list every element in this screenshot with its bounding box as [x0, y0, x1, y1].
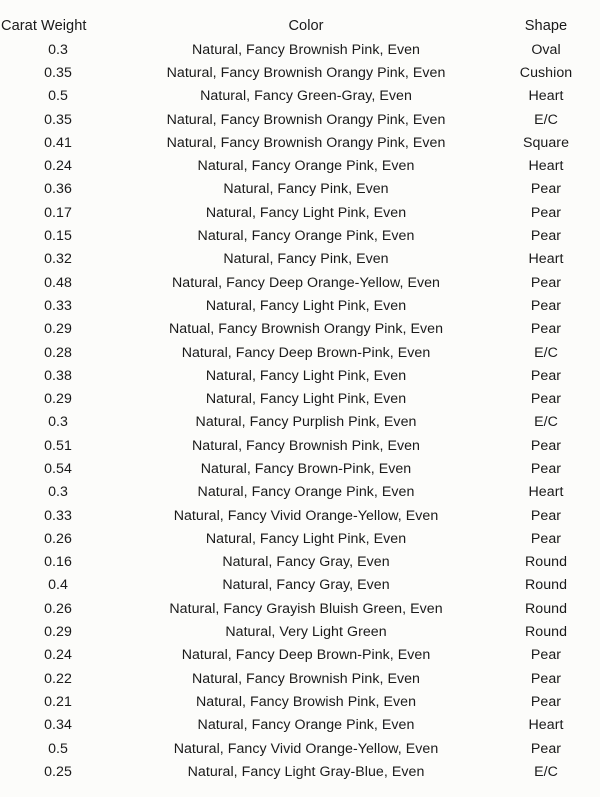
shape-cell: Cushion	[519, 64, 573, 81]
carat-weight-cell: 0.25	[44, 763, 72, 780]
color-cell: Natural, Fancy Orange Pink, Even	[197, 484, 415, 501]
carat-weight-cell: 0.35	[44, 111, 72, 128]
color-cell: Natural, Fancy Vivid Orange-Yellow, Even	[173, 740, 439, 757]
carat-weight-cell: 0.33	[44, 297, 72, 314]
table-row	[0, 224, 600, 247]
table-row	[0, 271, 600, 294]
table-row	[0, 527, 600, 550]
shape-cell: Heart	[528, 251, 564, 268]
color-cell: Natural, Fancy Deep Brown-Pink, Even	[181, 647, 431, 664]
diamond-table	[0, 14, 600, 784]
shape-cell: Heart	[528, 158, 564, 175]
shape-cell: Pear	[530, 530, 562, 547]
table-row	[0, 737, 600, 760]
shape-cell: Pear	[530, 204, 562, 221]
color-cell: Natural, Fancy Grayish Bluish Green, Even	[169, 600, 443, 617]
color-cell: Natural, Fancy Light Pink, Even	[205, 204, 407, 221]
shape-cell: E/C	[534, 344, 558, 361]
table-body	[0, 38, 600, 784]
carat-weight-cell: 0.5	[48, 88, 68, 105]
shape-cell: Oval	[531, 41, 561, 58]
shape-cell: Round	[524, 554, 568, 571]
shape-cell: Round	[524, 577, 568, 594]
color-cell: Natural, Fancy Pink, Even	[223, 181, 389, 198]
color-cell: Natural, Very Light Green	[225, 624, 387, 641]
carat-weight-cell: 0.38	[44, 367, 72, 384]
table-row	[0, 760, 600, 783]
table-row	[0, 85, 600, 108]
carat-weight-cell: 0.5	[48, 740, 68, 757]
table-row	[0, 108, 600, 131]
color-cell: Natural, Fancy Pink, Even	[223, 251, 389, 268]
color-cell: Natural, Fancy Deep Orange-Yellow, Even	[172, 274, 440, 291]
color-cell: Natural, Fancy Light Pink, Even	[205, 297, 407, 314]
color-cell: Natural, Fancy Light Pink, Even	[205, 391, 407, 408]
shape-cell: Square	[522, 134, 570, 151]
shape-cell: E/C	[534, 763, 558, 780]
shape-cell: Pear	[530, 297, 562, 314]
header-carat-weight: Carat Weight	[1, 18, 87, 34]
color-cell: Natural, Fancy Brownish Pink, Even	[191, 41, 420, 58]
color-cell: Natural, Fancy Brownish Orangy Pink, Even	[166, 64, 446, 81]
carat-weight-cell: 0.3	[48, 414, 68, 431]
shape-cell: Heart	[528, 484, 564, 501]
header-shape: Shape	[524, 18, 568, 34]
shape-cell: Pear	[530, 647, 562, 664]
table-row	[0, 154, 600, 177]
carat-weight-cell: 0.15	[44, 228, 72, 245]
carat-weight-cell: 0.22	[44, 670, 72, 687]
carat-weight-cell: 0.54	[44, 460, 72, 477]
color-cell: Natural, Fancy Gray, Even	[222, 554, 390, 571]
table-row	[0, 131, 600, 154]
carat-weight-cell: 0.36	[44, 181, 72, 198]
color-cell: Natural, Fancy Light Pink, Even	[205, 367, 407, 384]
table-row	[0, 457, 600, 480]
shape-cell: Pear	[530, 693, 562, 710]
color-cell: Natural, Fancy Brownish Pink, Even	[191, 437, 420, 454]
carat-weight-cell: 0.3	[48, 484, 68, 501]
table-row	[0, 248, 600, 271]
color-cell: Natural, Fancy Light Gray-Blue, Even	[187, 763, 425, 780]
table-row	[0, 201, 600, 224]
color-cell: Natural, Fancy Orange Pink, Even	[197, 228, 415, 245]
table-row	[0, 341, 600, 364]
color-cell: Natural, Fancy Light Pink, Even	[205, 530, 407, 547]
table-row	[0, 551, 600, 574]
carat-weight-cell: 0.17	[44, 204, 72, 221]
shape-cell: Pear	[530, 740, 562, 757]
table-row	[0, 690, 600, 713]
shape-cell: Pear	[530, 274, 562, 291]
table-row	[0, 178, 600, 201]
carat-weight-cell: 0.48	[44, 274, 72, 291]
table-row	[0, 620, 600, 643]
shape-cell: Heart	[528, 88, 564, 105]
color-cell: Natural, Fancy Brown-Pink, Even	[200, 460, 412, 477]
table-row	[0, 644, 600, 667]
color-cell: Natural, Fancy Purplish Pink, Even	[195, 414, 417, 431]
table-row	[0, 597, 600, 620]
carat-weight-cell: 0.24	[44, 647, 72, 664]
table-row	[0, 38, 600, 61]
carat-weight-cell: 0.24	[44, 158, 72, 175]
carat-weight-cell: 0.28	[44, 344, 72, 361]
carat-weight-cell: 0.29	[44, 624, 72, 641]
color-cell: Natural, Fancy Vivid Orange-Yellow, Even	[173, 507, 439, 524]
carat-weight-cell: 0.21	[44, 693, 72, 710]
carat-weight-cell: 0.29	[44, 321, 72, 338]
shape-cell: Pear	[530, 670, 562, 687]
table-row	[0, 434, 600, 457]
color-cell: Natural, Fancy Brownish Orangy Pink, Even	[166, 134, 446, 151]
shape-cell: Round	[524, 624, 568, 641]
color-cell: Natural, Fancy Green-Gray, Even	[200, 88, 412, 105]
carat-weight-cell: 0.32	[44, 251, 72, 268]
table-row	[0, 574, 600, 597]
color-cell: Natual, Fancy Brownish Orangy Pink, Even	[168, 321, 444, 338]
table-row	[0, 294, 600, 317]
shape-cell: Pear	[530, 181, 562, 198]
shape-cell: Pear	[530, 507, 562, 524]
carat-weight-cell: 0.29	[44, 391, 72, 408]
table-row	[0, 387, 600, 410]
header-color: Color	[288, 18, 324, 34]
carat-weight-cell: 0.4	[48, 577, 68, 594]
table-row	[0, 411, 600, 434]
shape-cell: Heart	[528, 717, 564, 734]
table-row	[0, 714, 600, 737]
table-header-row	[0, 14, 600, 38]
shape-cell: Round	[524, 600, 568, 617]
color-cell: Natural, Fancy Orange Pink, Even	[197, 717, 415, 734]
carat-weight-cell: 0.35	[44, 64, 72, 81]
carat-weight-cell: 0.34	[44, 717, 72, 734]
shape-cell: Pear	[530, 367, 562, 384]
shape-cell: Pear	[530, 391, 562, 408]
color-cell: Natural, Fancy Brownish Orangy Pink, Even	[166, 111, 446, 128]
carat-weight-cell: 0.33	[44, 507, 72, 524]
carat-weight-cell: 0.3	[48, 41, 68, 58]
color-cell: Natural, Fancy Brownish Pink, Even	[191, 670, 420, 687]
color-cell: Natural, Fancy Gray, Even	[222, 577, 390, 594]
carat-weight-cell: 0.41	[44, 134, 72, 151]
carat-weight-cell: 0.26	[44, 530, 72, 547]
carat-weight-cell: 0.16	[44, 554, 72, 571]
table-row	[0, 504, 600, 527]
carat-weight-cell: 0.26	[44, 600, 72, 617]
table-row	[0, 667, 600, 690]
shape-cell: E/C	[534, 414, 558, 431]
color-cell: Natural, Fancy Deep Brown-Pink, Even	[181, 344, 431, 361]
shape-cell: E/C	[534, 111, 558, 128]
table-row	[0, 364, 600, 387]
color-cell: Natural, Fancy Orange Pink, Even	[197, 158, 415, 175]
shape-cell: Pear	[530, 228, 562, 245]
shape-cell: Pear	[530, 460, 562, 477]
shape-cell: Pear	[530, 321, 562, 338]
table-row	[0, 481, 600, 504]
shape-cell: Pear	[530, 437, 562, 454]
color-cell: Natural, Fancy Browish Pink, Even	[195, 693, 417, 710]
carat-weight-cell: 0.51	[44, 437, 72, 454]
table-row	[0, 61, 600, 84]
table-row	[0, 318, 600, 341]
